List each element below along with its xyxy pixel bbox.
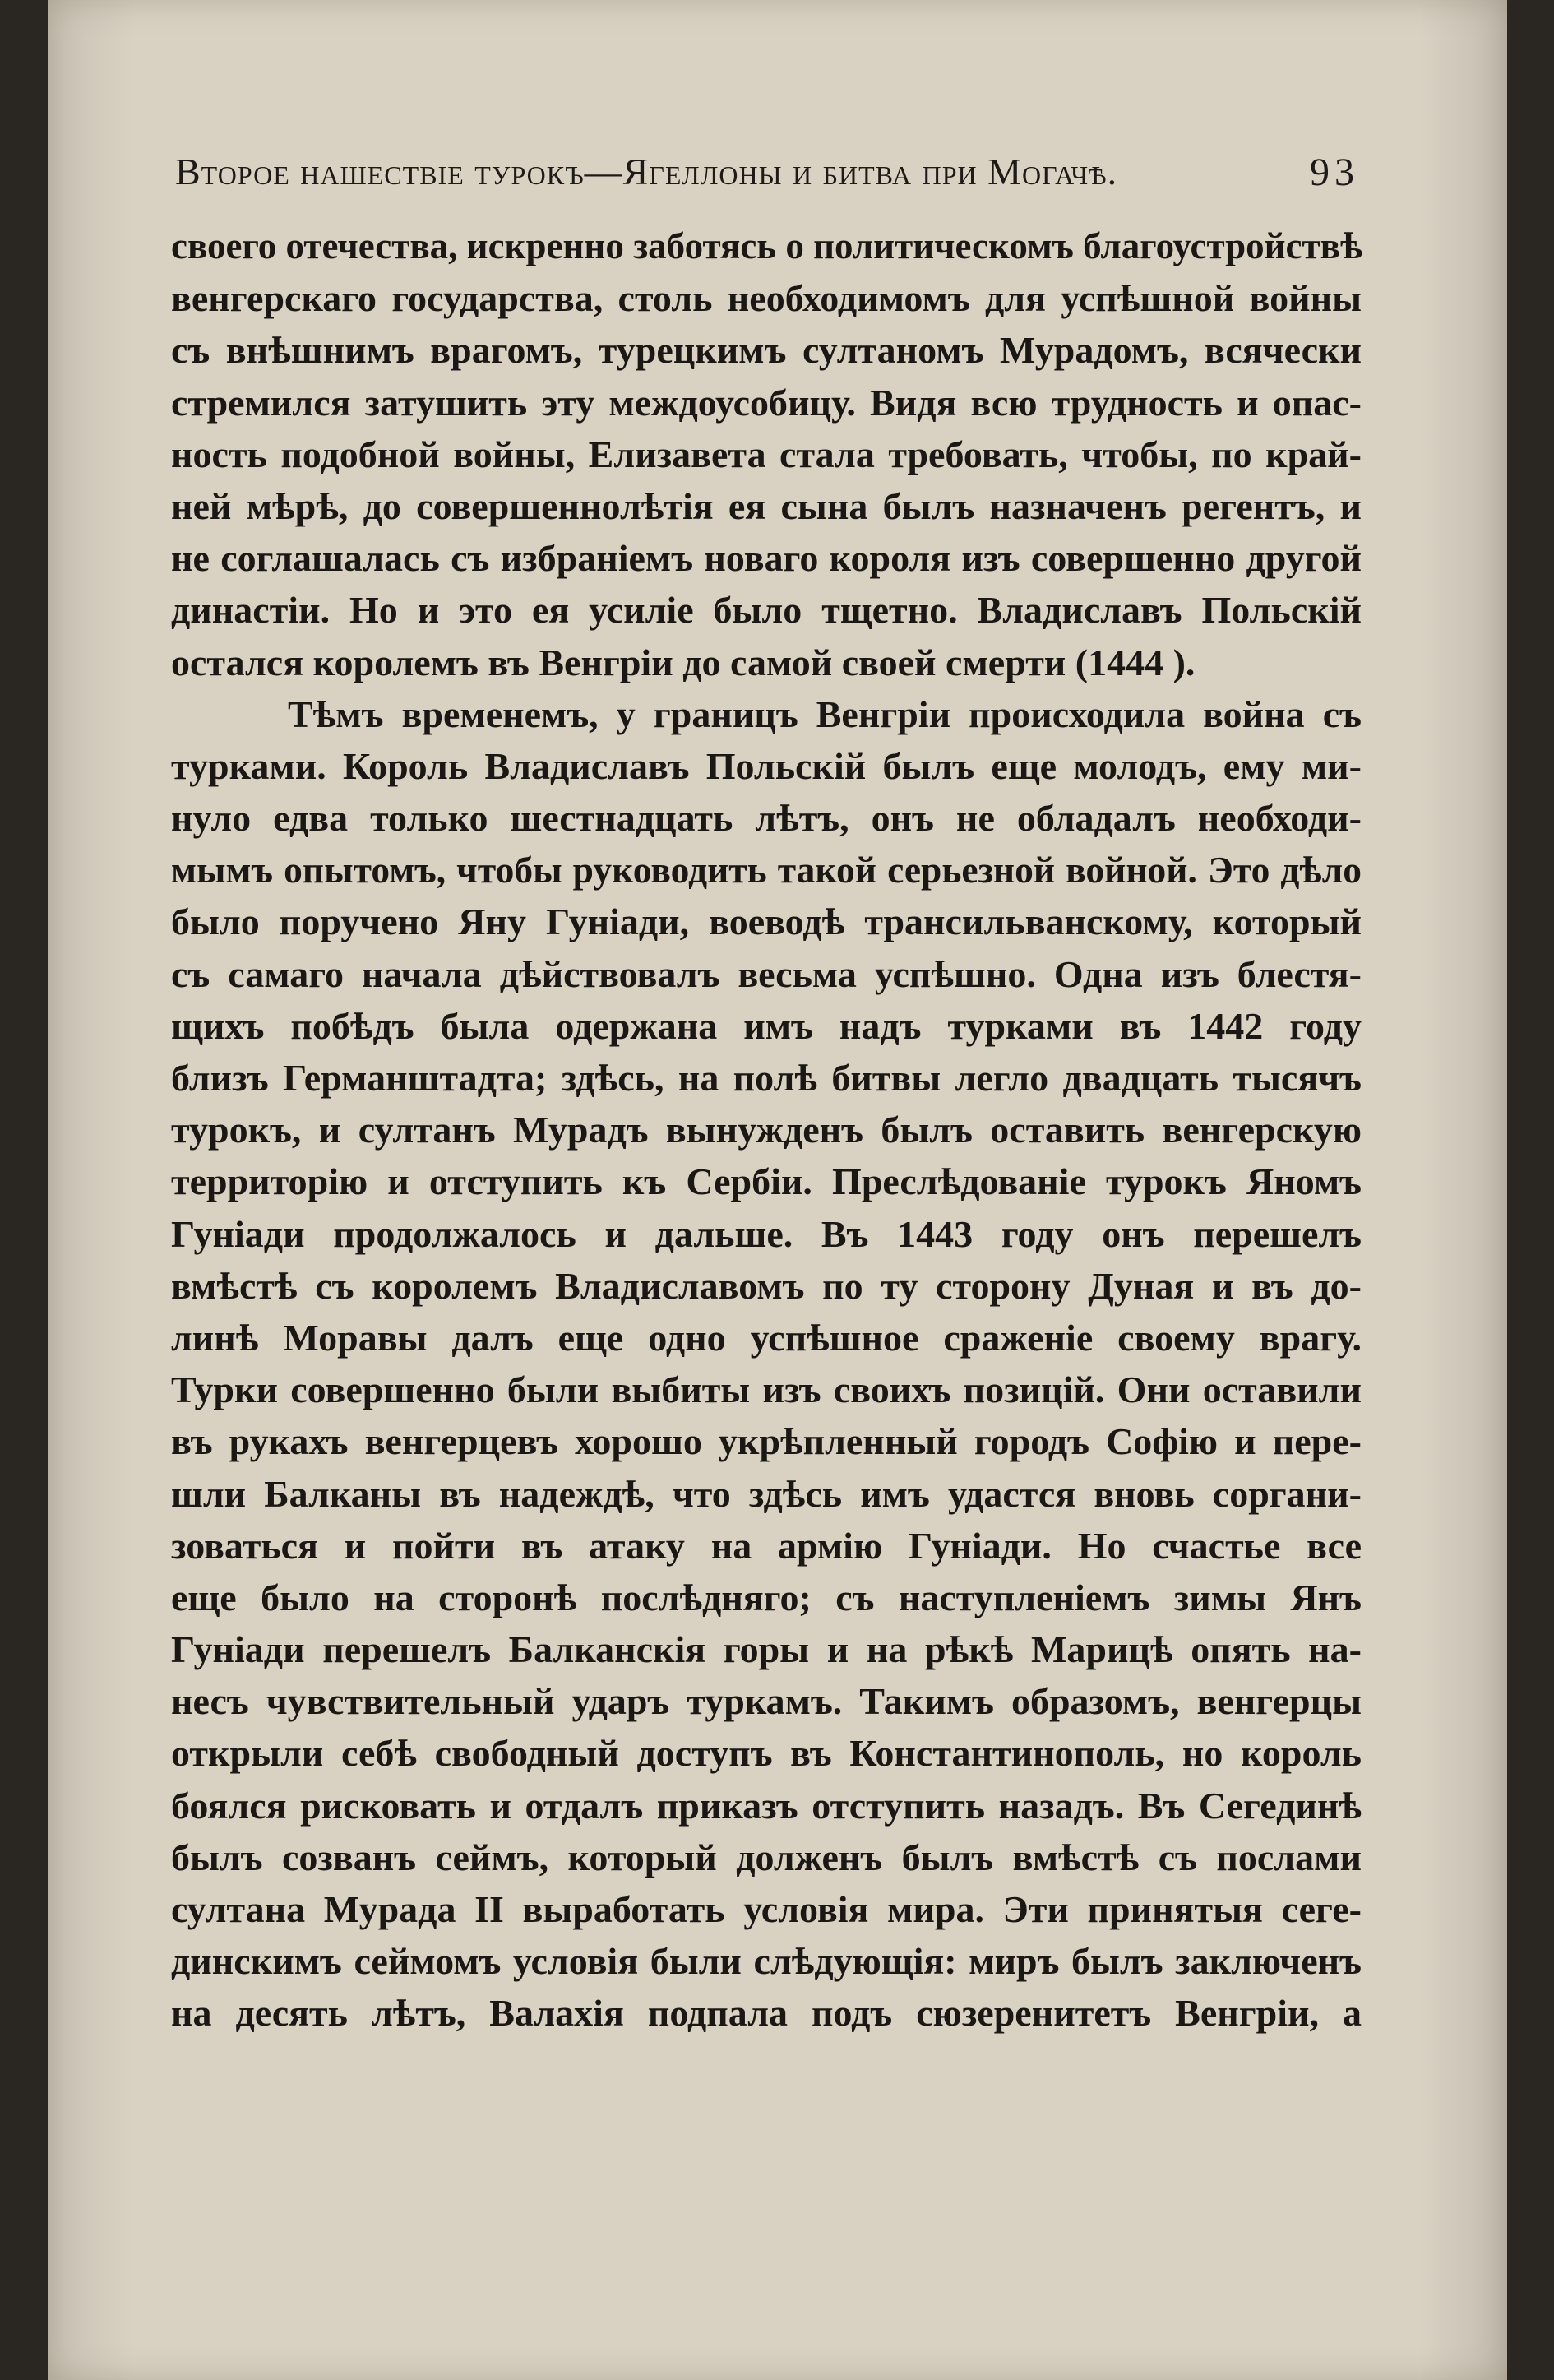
text-line: открыли себѣ свободный доступъ въ Константинополь, но король: [171, 1732, 1362, 1775]
text-line: Гуніади продолжалось и дальше. Въ 1443 году онъ перешелъ: [171, 1212, 1362, 1255]
text-line: еще было на сторонѣ послѣдняго; съ наступленіемъ зимы Янъ: [171, 1576, 1362, 1618]
text-line: венгерскаго государства, столь необходимомъ для успѣшной войны: [171, 277, 1362, 320]
page-number: 93: [1310, 150, 1359, 194]
text-line: шли Балканы въ надеждѣ, что здѣсь имъ удастся вновь соргани-: [171, 1472, 1362, 1515]
text-line: въ рукахъ венгерцевъ хорошо укрѣпленный городъ Софію и пере-: [171, 1420, 1362, 1463]
text-line: своего отечества, искренно заботясь о политическомъ благоустройствѣ: [171, 225, 1362, 266]
text-line: Гуніади перешелъ Балканскія горы и на рѣкѣ Марицѣ опять на-: [171, 1628, 1362, 1671]
text-line: турокъ, и султанъ Мурадъ вынужденъ былъ оставить венгерскую: [171, 1109, 1362, 1151]
text-line: боялся рисковать и отдалъ приказъ отступить назадъ. Въ Сегединѣ: [171, 1784, 1362, 1827]
text-line: территорію и отступить къ Сербіи. Преслѣдованіе турокъ Яномъ: [171, 1160, 1362, 1203]
text-line: близъ Германштадта; здѣсь, на полѣ битвы легло двадцать тысячъ: [171, 1057, 1362, 1099]
text-line: было поручено Яну Гуніади, воеводѣ трансильванскому, который: [171, 901, 1362, 943]
text-line: на десять лѣтъ, Валахія подпала подъ сюзеренитетъ Венгріи, а: [171, 1992, 1362, 2035]
text-line: султана Мурада II выработать условія мира. Эти принятыя сеге-: [171, 1888, 1362, 1930]
text-line: зоваться и пойти въ атаку на армію Гуніади. Но счастье все: [171, 1524, 1362, 1567]
text-line: нуло едва только шестнадцать лѣтъ, онъ не обладалъ необходи-: [171, 797, 1362, 840]
text-line: былъ созванъ сеймъ, который долженъ былъ вмѣстѣ съ послами: [171, 1836, 1362, 1878]
text-line: турками. Король Владиславъ Польскій былъ еще молодъ, ему ми-: [171, 744, 1362, 787]
text-line: несъ чувствительный ударъ туркамъ. Такимъ образомъ, венгерцы: [171, 1680, 1362, 1723]
text-line: Турки совершенно были выбиты изъ своихъ позицій. Они оставили: [171, 1368, 1362, 1411]
text-line: стремился затушить эту междоусобицу. Видя всю трудность и опас-: [171, 381, 1362, 424]
text-line: щихъ побѣдъ была одержана имъ надъ турками въ 1442 году: [171, 1004, 1362, 1047]
text-line: вмѣстѣ съ королемъ Владиславомъ по ту сторону Дуная и въ до-: [171, 1264, 1362, 1307]
body-text: [171, 220, 1362, 2040]
text-line: линѣ Моравы далъ еще одно успѣшное сраженіе своему врагу.: [171, 1316, 1362, 1359]
text-line: съ внѣшнимъ врагомъ, турецкимъ султаномъ Мурадомъ, всячески: [171, 329, 1362, 372]
text-line: Тѣмъ временемъ, у границъ Венгріи происходила война съ: [288, 692, 1362, 735]
text-line: династіи. Но и это ея усиліе было тщетно. Владиславъ Польскій: [171, 589, 1362, 632]
text-line: мымъ опытомъ, чтобы руководить такой серьезной войной. Это дѣло: [171, 849, 1362, 891]
text-line: остался королемъ въ Венгріи до самой своей смерти (1444 ).: [171, 641, 1196, 683]
text-line: ность подобной войны, Елизавета стала требовать, чтобы, по край-: [171, 433, 1362, 475]
text-line: не соглашалась съ избраніемъ новаго короля изъ совершенно другой: [171, 537, 1362, 580]
text-line: динскимъ сеймомъ условія были слѣдующія: миръ былъ заключенъ: [171, 1940, 1362, 1983]
book-page: [48, 0, 1507, 2380]
text-line: съ самаго начала дѣйствовалъ весьма успѣшно. Одна изъ блестя-: [171, 952, 1362, 995]
running-head: Второе нашествіе турокъ—Ягеллоны и битва при Могачѣ.: [175, 150, 1118, 192]
page-header: [175, 150, 1359, 207]
text-line: ней мѣрѣ, до совершеннолѣтія ея сына былъ назначенъ регентъ, и: [171, 484, 1362, 527]
